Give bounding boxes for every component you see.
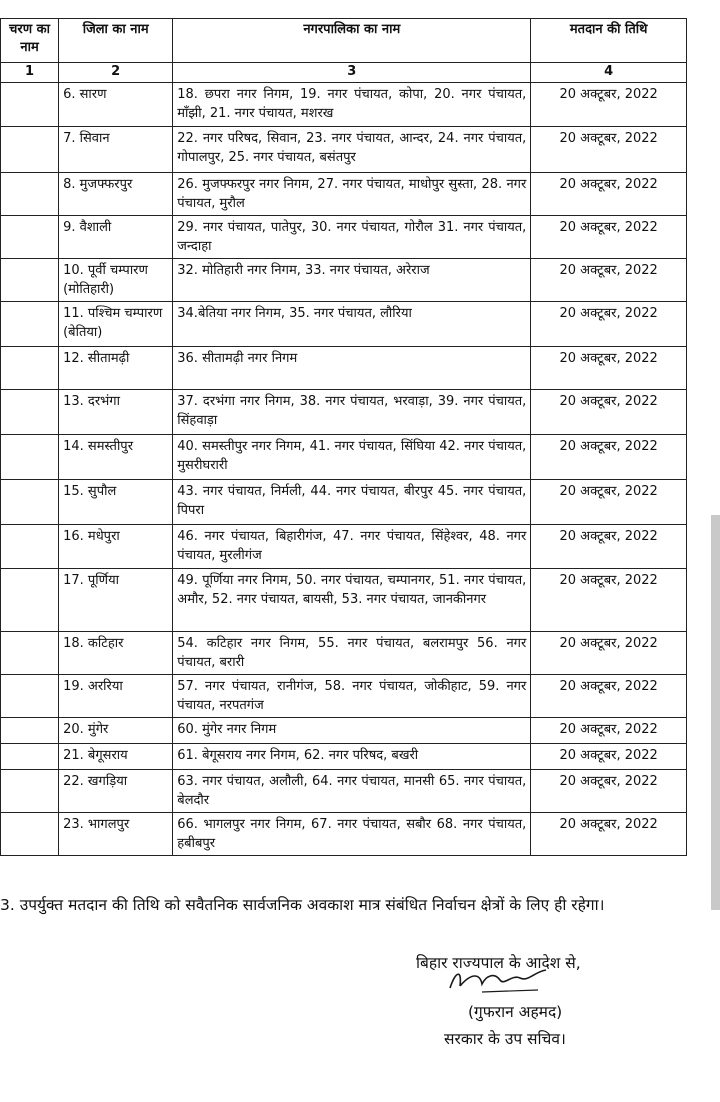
district-cell: 16. मधेपुरा xyxy=(59,525,173,569)
table-row xyxy=(1,216,687,259)
scan-edge-shadow xyxy=(711,515,720,910)
municipality-cell: 66. भागलपुर नगर निगम, 67. नगर पंचायत, सबौर 68. नगर पंचायत, हबीबपुर xyxy=(173,813,531,856)
table-row xyxy=(1,744,687,770)
phase-cell xyxy=(1,525,59,569)
poll-date-cell: 20 अक्टूबर, 2022 xyxy=(531,770,687,813)
header-phase: चरण का नाम xyxy=(1,19,59,63)
table-row xyxy=(1,390,687,435)
phase-cell xyxy=(1,480,59,525)
poll-date-cell: 20 अक्टूबर, 2022 xyxy=(531,435,687,480)
district-cell: 14. समस्तीपुर xyxy=(59,435,173,480)
municipality-cell: 32. मोतिहारी नगर निगम, 33. नगर पंचायत, अरेराज xyxy=(173,259,531,302)
district-cell: 10. पूर्वी चम्पारण (मोतिहारी) xyxy=(59,259,173,302)
municipality-cell: 22. नगर परिषद, सिवान, 23. नगर पंचायत, आन्दर, 24. नगर पंचायत, गोपालपुर, 25. नगर पंचायत, बसंतपुर xyxy=(173,127,531,173)
signatory-name: (गुफरान अहमद) xyxy=(468,1003,563,1021)
municipality-cell: 37. दरभंगा नगर निगम, 38. नगर पंचायत, भरवाड़ा, 39. नगर पंचायत, सिंहवाड़ा xyxy=(173,390,531,435)
poll-date-cell: 20 अक्टूबर, 2022 xyxy=(531,127,687,173)
poll-date-cell: 20 अक्टूबर, 2022 xyxy=(531,83,687,127)
district-cell: 13. दरभंगा xyxy=(59,390,173,435)
poll-date-cell: 20 अक्टूबर, 2022 xyxy=(531,675,687,718)
municipality-cell: 60. मुंगेर नगर निगम xyxy=(173,718,531,744)
municipality-cell: 63. नगर पंचायत, अलौली, 64. नगर पंचायत, मानसी 65. नगर पंचायत, बेलदौर xyxy=(173,770,531,813)
holiday-footnote: 3. उपर्युक्त मतदान की तिथि को सवैतनिक सार्वजनिक अवकाश मात्र संबंधित निर्वाचन क्षेत्रों के लिए ही रहेगा। xyxy=(0,896,605,914)
phase-cell xyxy=(1,675,59,718)
municipality-cell: 36. सीतामढ़ी नगर निगम xyxy=(173,347,531,390)
phase-cell xyxy=(1,83,59,127)
district-cell: 15. सुपौल xyxy=(59,480,173,525)
poll-date-cell: 20 अक्टूबर, 2022 xyxy=(531,302,687,347)
poll-date-cell: 20 अक्टूबर, 2022 xyxy=(531,390,687,435)
table-row xyxy=(1,813,687,856)
table-row xyxy=(1,525,687,569)
district-cell: 9. वैशाली xyxy=(59,216,173,259)
district-cell: 6. सारण xyxy=(59,83,173,127)
phase-cell xyxy=(1,569,59,632)
phase-cell xyxy=(1,216,59,259)
phase-cell xyxy=(1,259,59,302)
column-number: 2 xyxy=(59,63,173,83)
table-row xyxy=(1,302,687,347)
district-cell: 12. सीतामढ़ी xyxy=(59,347,173,390)
table-row xyxy=(1,127,687,173)
column-number: 3 xyxy=(173,63,531,83)
poll-date-cell: 20 अक्टूबर, 2022 xyxy=(531,813,687,856)
district-cell: 19. अररिया xyxy=(59,675,173,718)
district-cell: 18. कटिहार xyxy=(59,632,173,675)
table-row xyxy=(1,718,687,744)
phase-cell xyxy=(1,744,59,770)
poll-date-cell: 20 अक्टूबर, 2022 xyxy=(531,632,687,675)
municipality-cell: 26. मुजफ्फरपुर नगर निगम, 27. नगर पंचायत, माधोपुर सुस्ता, 28. नगर पंचायत, मुरौल xyxy=(173,173,531,216)
header-poll-date: मतदान की तिथि xyxy=(531,19,687,63)
table-row xyxy=(1,83,687,127)
district-cell: 23. भागलपुर xyxy=(59,813,173,856)
table-row xyxy=(1,173,687,216)
poll-date-cell: 20 अक्टूबर, 2022 xyxy=(531,718,687,744)
poll-date-cell: 20 अक्टूबर, 2022 xyxy=(531,480,687,525)
municipality-cell: 46. नगर पंचायत, बिहारीगंज, 47. नगर पंचायत, सिंहेश्वर, 48. नगर पंचायत, मुरलीगंज xyxy=(173,525,531,569)
municipality-cell: 18. छपरा नगर निगम, 19. नगर पंचायत, कोपा, 20. नगर पंचायत, माँझी, 21. नगर पंचायत, मशरख xyxy=(173,83,531,127)
table-row xyxy=(1,259,687,302)
table-row xyxy=(1,480,687,525)
phase-cell xyxy=(1,718,59,744)
signature-block xyxy=(416,950,676,1053)
district-cell: 21. बेगूसराय xyxy=(59,744,173,770)
district-cell: 22. खगड़िया xyxy=(59,770,173,813)
poll-date-cell: 20 अक्टूबर, 2022 xyxy=(531,216,687,259)
district-cell: 20. मुंगेर xyxy=(59,718,173,744)
municipality-cell: 61. बेगूसराय नगर निगम, 62. नगर परिषद, बखरी xyxy=(173,744,531,770)
district-cell: 17. पूर्णिया xyxy=(59,569,173,632)
district-cell: 7. सिवान xyxy=(59,127,173,173)
phase-cell xyxy=(1,173,59,216)
phase-cell xyxy=(1,770,59,813)
municipality-cell: 57. नगर पंचायत, रानीगंज, 58. नगर पंचायत, जोकीहाट, 59. नगर पंचायत, नरपतगंज xyxy=(173,675,531,718)
header-district: जिला का नाम xyxy=(59,19,173,63)
table-row xyxy=(1,632,687,675)
table-row xyxy=(1,347,687,390)
municipality-cell: 49. पूर्णिया नगर निगम, 50. नगर पंचायत, चम्पानगर, 51. नगर पंचायत, अमौर, 52. नगर पंचायत, बायसी, 53. नगर पंचायत, जानकीनगर xyxy=(173,569,531,632)
poll-date-cell: 20 अक्टूबर, 2022 xyxy=(531,744,687,770)
municipality-cell: 34.बेतिया नगर निगम, 35. नगर पंचायत, लौरिया xyxy=(173,302,531,347)
table-row xyxy=(1,675,687,718)
column-number: 1 xyxy=(1,63,59,83)
municipality-cell: 40. समस्तीपुर नगर निगम, 41. नगर पंचायत, सिंघिया 42. नगर पंचायत, मुसरीघरारी xyxy=(173,435,531,480)
header-row xyxy=(1,19,687,63)
poll-date-cell: 20 अक्टूबर, 2022 xyxy=(531,347,687,390)
poll-date-cell: 20 अक्टूबर, 2022 xyxy=(531,259,687,302)
municipality-cell: 29. नगर पंचायत, पातेपुर, 30. नगर पंचायत, गोरौल 31. नगर पंचायत, जन्दाहा xyxy=(173,216,531,259)
poll-date-cell: 20 अक्टूबर, 2022 xyxy=(531,525,687,569)
election-schedule-table xyxy=(0,18,687,856)
phase-cell xyxy=(1,435,59,480)
poll-date-cell: 20 अक्टूबर, 2022 xyxy=(531,569,687,632)
municipality-cell: 54. कटिहार नगर निगम, 55. नगर पंचायत, बलरामपुर 56. नगर पंचायत, बरारी xyxy=(173,632,531,675)
district-cell: 8. मुजफ्फरपुर xyxy=(59,173,173,216)
phase-cell xyxy=(1,632,59,675)
municipality-cell: 43. नगर पंचायत, निर्मली, 44. नगर पंचायत, बीरपुर 45. नगर पंचायत, पिपरा xyxy=(173,480,531,525)
order-line: बिहार राज्यपाल के आदेश से, xyxy=(416,954,581,972)
header-municipality: नगरपालिका का नाम xyxy=(173,19,531,63)
phase-cell xyxy=(1,302,59,347)
table-row xyxy=(1,435,687,480)
phase-cell xyxy=(1,347,59,390)
signatory-designation: सरकार के उप सचिव। xyxy=(444,1030,566,1048)
phase-cell xyxy=(1,813,59,856)
phase-cell xyxy=(1,390,59,435)
table-row xyxy=(1,569,687,632)
column-number: 4 xyxy=(531,63,687,83)
table-row xyxy=(1,770,687,813)
column-number-row xyxy=(1,63,687,83)
phase-cell xyxy=(1,127,59,173)
district-cell: 11. पश्चिम चम्पारण (बेतिया) xyxy=(59,302,173,347)
poll-date-cell: 20 अक्टूबर, 2022 xyxy=(531,173,687,216)
